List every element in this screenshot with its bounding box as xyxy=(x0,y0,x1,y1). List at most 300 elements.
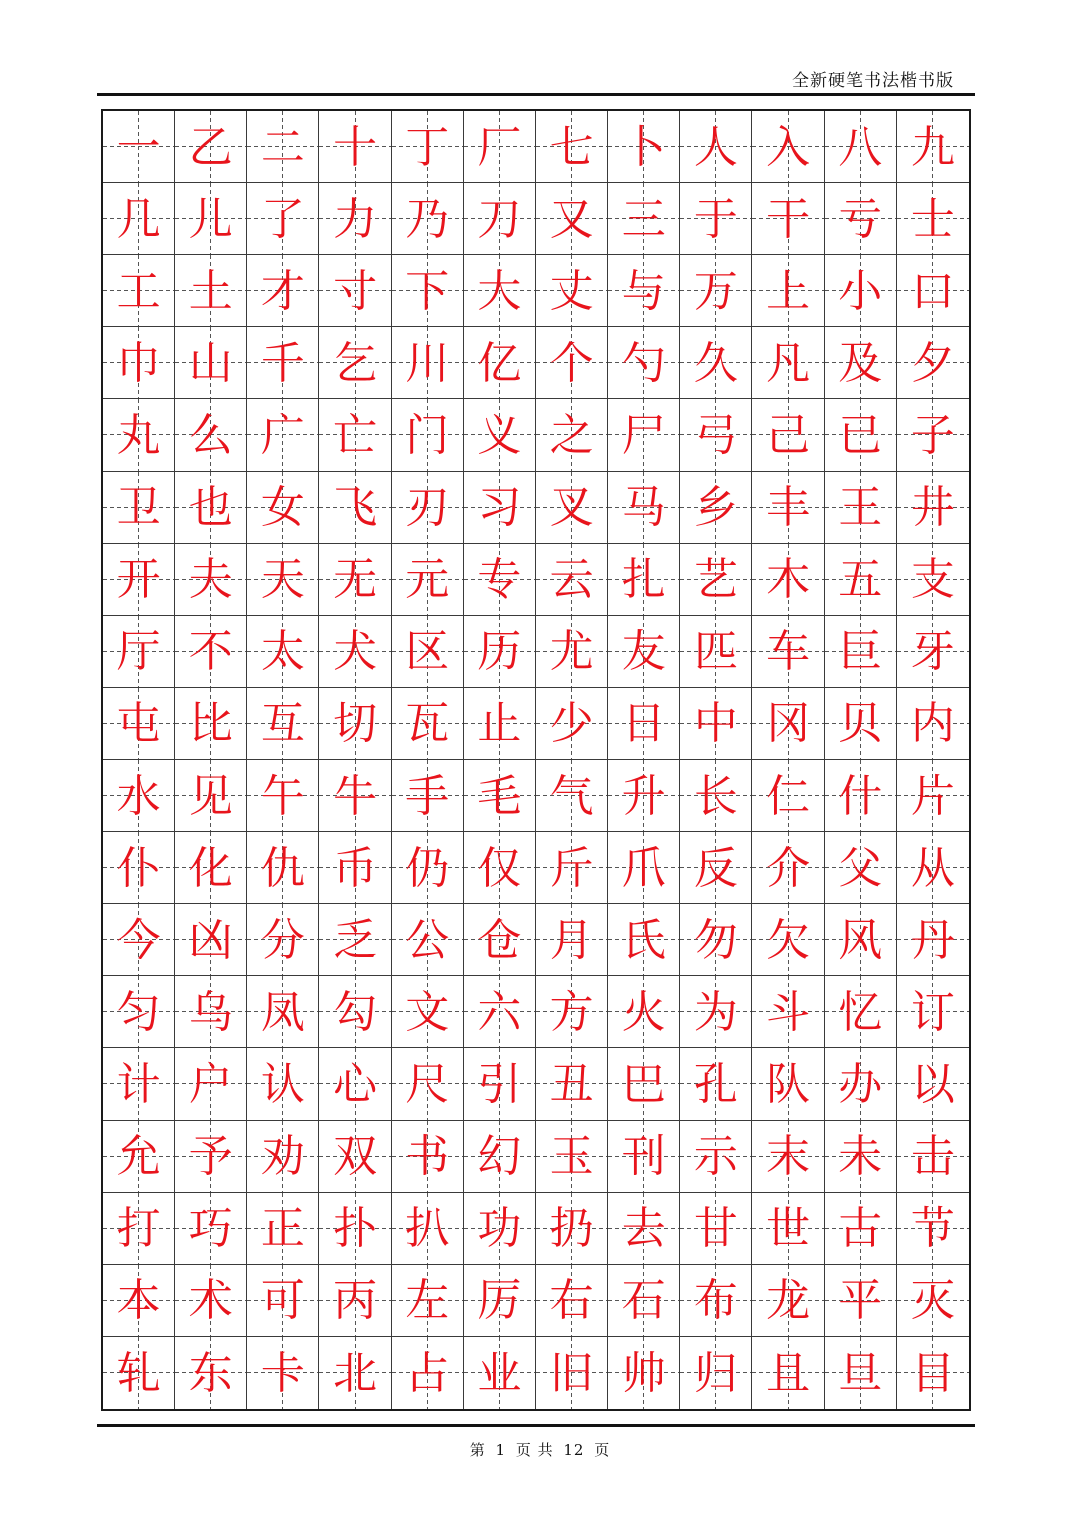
grid-cell xyxy=(392,544,464,616)
practice-character: 内 xyxy=(910,698,955,750)
practice-character: 手 xyxy=(405,770,450,822)
practice-character: 牛 xyxy=(333,770,378,822)
grid-cell xyxy=(608,472,680,544)
practice-character: 凤 xyxy=(260,986,305,1038)
grid-cell xyxy=(319,399,391,471)
practice-character: 化 xyxy=(188,842,233,894)
practice-character: 万 xyxy=(693,265,738,317)
practice-character: 办 xyxy=(838,1058,883,1110)
grid-cell xyxy=(536,111,608,183)
practice-character: 已 xyxy=(838,409,883,461)
footer-suffix: 页 xyxy=(594,1441,611,1459)
grid-cell xyxy=(897,616,969,688)
grid-cell xyxy=(536,688,608,760)
grid-cell xyxy=(680,616,752,688)
grid-cell xyxy=(464,688,536,760)
grid-cell xyxy=(319,1337,391,1409)
practice-character: 扔 xyxy=(549,1203,594,1255)
practice-character: 仅 xyxy=(477,842,522,894)
practice-character: 匀 xyxy=(116,986,161,1038)
practice-character: 牙 xyxy=(910,626,955,678)
grid-cell xyxy=(319,544,391,616)
grid-cell xyxy=(392,1048,464,1120)
practice-character: 才 xyxy=(260,265,305,317)
practice-character: 木 xyxy=(766,554,811,606)
practice-character: 从 xyxy=(910,842,955,894)
grid-cell xyxy=(897,688,969,760)
practice-character: 本 xyxy=(116,1275,161,1327)
grid-cell xyxy=(536,976,608,1048)
practice-character: 丈 xyxy=(549,265,594,317)
practice-character: 与 xyxy=(621,265,666,317)
practice-character: 引 xyxy=(477,1058,522,1110)
grid-cell xyxy=(825,1193,897,1265)
grid-cell xyxy=(464,760,536,832)
practice-character: 七 xyxy=(549,121,594,173)
grid-cell xyxy=(608,616,680,688)
grid-cell xyxy=(175,1193,247,1265)
practice-character: 专 xyxy=(477,554,522,606)
grid-cell xyxy=(752,616,824,688)
grid-cell xyxy=(464,616,536,688)
grid-cell xyxy=(897,1048,969,1120)
grid-cell xyxy=(825,1337,897,1409)
practice-character: 业 xyxy=(477,1347,522,1399)
grid-cell xyxy=(392,183,464,255)
practice-character: 扒 xyxy=(405,1203,450,1255)
practice-character: 一 xyxy=(116,121,161,173)
practice-character: 旧 xyxy=(549,1347,594,1399)
grid-cell xyxy=(103,544,175,616)
grid-cell xyxy=(608,255,680,327)
practice-character: 女 xyxy=(260,482,305,534)
grid-cell xyxy=(319,688,391,760)
practice-character: 轧 xyxy=(116,1347,161,1399)
practice-character: 氏 xyxy=(621,914,666,966)
practice-character: 月 xyxy=(549,914,594,966)
practice-character: 火 xyxy=(621,986,666,1038)
practice-character: 匹 xyxy=(693,626,738,678)
practice-character: 以 xyxy=(910,1058,955,1110)
grid-cell xyxy=(608,183,680,255)
grid-cell xyxy=(752,111,824,183)
practice-character: 孔 xyxy=(693,1058,738,1110)
grid-cell xyxy=(825,688,897,760)
practice-character: 右 xyxy=(549,1275,594,1327)
grid-cell xyxy=(825,832,897,904)
grid-cell xyxy=(897,832,969,904)
practice-character: 目 xyxy=(910,1347,955,1399)
practice-character: 尸 xyxy=(621,409,666,461)
practice-character: 勾 xyxy=(333,986,378,1038)
grid-cell xyxy=(175,183,247,255)
grid-cell xyxy=(897,111,969,183)
practice-character: 儿 xyxy=(188,193,233,245)
grid-cell xyxy=(897,472,969,544)
practice-character: 艺 xyxy=(693,554,738,606)
practice-character: 东 xyxy=(188,1347,233,1399)
grid-cell xyxy=(680,111,752,183)
grid-cell xyxy=(392,255,464,327)
practice-character: 厅 xyxy=(116,626,161,678)
grid-cell xyxy=(536,1337,608,1409)
practice-character: 之 xyxy=(549,409,594,461)
practice-character: 尺 xyxy=(405,1058,450,1110)
grid-cell xyxy=(175,904,247,976)
grid-cell xyxy=(392,327,464,399)
grid-cell xyxy=(464,904,536,976)
grid-cell xyxy=(464,399,536,471)
practice-character: 古 xyxy=(838,1203,883,1255)
grid-cell xyxy=(392,760,464,832)
practice-character: 见 xyxy=(188,770,233,822)
practice-character: 双 xyxy=(333,1131,378,1183)
practice-character: 九 xyxy=(910,121,955,173)
practice-character: 斤 xyxy=(549,842,594,894)
practice-character: 刊 xyxy=(621,1131,666,1183)
grid-cell xyxy=(103,472,175,544)
practice-character: 六 xyxy=(477,986,522,1038)
grid-cell xyxy=(464,111,536,183)
grid-cell xyxy=(752,1193,824,1265)
practice-character: 上 xyxy=(766,265,811,317)
practice-character: 车 xyxy=(766,626,811,678)
practice-character: 爪 xyxy=(621,842,666,894)
grid-cell xyxy=(825,760,897,832)
grid-cell xyxy=(752,472,824,544)
practice-character: 公 xyxy=(405,914,450,966)
grid-cell xyxy=(680,472,752,544)
grid-cell xyxy=(103,183,175,255)
practice-character: 允 xyxy=(116,1131,161,1183)
grid-cell xyxy=(392,688,464,760)
grid-cell xyxy=(103,399,175,471)
grid-cell xyxy=(319,111,391,183)
grid-cell xyxy=(536,832,608,904)
practice-character: 正 xyxy=(260,1203,305,1255)
practice-character: 山 xyxy=(188,337,233,389)
grid-cell xyxy=(392,1337,464,1409)
practice-character: 井 xyxy=(910,482,955,534)
grid-cell xyxy=(247,1265,319,1337)
practice-character: 龙 xyxy=(766,1275,811,1327)
grid-cell xyxy=(897,327,969,399)
practice-character: 方 xyxy=(549,986,594,1038)
grid-cell xyxy=(103,1048,175,1120)
grid-cell xyxy=(247,255,319,327)
grid-cell xyxy=(680,832,752,904)
practice-character: 人 xyxy=(693,121,738,173)
grid-cell xyxy=(103,976,175,1048)
practice-character: 心 xyxy=(333,1058,378,1110)
grid-cell xyxy=(103,904,175,976)
practice-character: 中 xyxy=(693,698,738,750)
practice-character: 了 xyxy=(260,193,305,245)
practice-character: 土 xyxy=(188,265,233,317)
grid-cell xyxy=(752,688,824,760)
grid-cell xyxy=(319,183,391,255)
grid-cell xyxy=(825,327,897,399)
practice-character: 仁 xyxy=(766,770,811,822)
practice-character: 飞 xyxy=(333,482,378,534)
grid-cell xyxy=(825,904,897,976)
grid-cell xyxy=(319,616,391,688)
practice-character: 个 xyxy=(549,337,594,389)
practice-character: 入 xyxy=(766,121,811,173)
grid-cell xyxy=(175,760,247,832)
grid-cell xyxy=(752,399,824,471)
grid-cell xyxy=(897,904,969,976)
practice-character: 么 xyxy=(188,409,233,461)
grid-cell xyxy=(897,183,969,255)
practice-character: 反 xyxy=(693,842,738,894)
grid-cell xyxy=(897,760,969,832)
grid-cell xyxy=(103,111,175,183)
practice-character: 马 xyxy=(621,482,666,534)
practice-character: 长 xyxy=(693,770,738,822)
grid-cell xyxy=(247,1048,319,1120)
grid-cell xyxy=(319,904,391,976)
practice-character: 尤 xyxy=(549,626,594,678)
practice-character: 亡 xyxy=(333,409,378,461)
practice-character: 巨 xyxy=(838,626,883,678)
practice-character: 互 xyxy=(260,698,305,750)
footer-divider xyxy=(97,1424,975,1427)
practice-character: 丸 xyxy=(116,409,161,461)
practice-character: 巾 xyxy=(116,337,161,389)
grid-cell xyxy=(752,1121,824,1193)
grid-cell xyxy=(175,255,247,327)
grid-cell xyxy=(680,904,752,976)
grid-cell xyxy=(680,183,752,255)
grid-cell xyxy=(680,544,752,616)
grid-cell xyxy=(536,327,608,399)
practice-character: 今 xyxy=(116,914,161,966)
grid-cell xyxy=(247,760,319,832)
practice-character: 可 xyxy=(260,1275,305,1327)
practice-character: 义 xyxy=(477,409,522,461)
practice-character: 去 xyxy=(621,1203,666,1255)
grid-cell xyxy=(680,1121,752,1193)
practice-character: 无 xyxy=(333,554,378,606)
grid-cell xyxy=(247,1121,319,1193)
practice-character: 士 xyxy=(910,193,955,245)
practice-character: 支 xyxy=(910,554,955,606)
grid-cell xyxy=(608,904,680,976)
practice-character: 区 xyxy=(405,626,450,678)
calligraphy-grid xyxy=(101,109,971,1411)
practice-character: 丑 xyxy=(549,1058,594,1110)
practice-character: 屯 xyxy=(116,698,161,750)
page-footer xyxy=(0,1439,1080,1460)
practice-character: 升 xyxy=(621,770,666,822)
practice-character: 贝 xyxy=(838,698,883,750)
practice-character: 未 xyxy=(838,1131,883,1183)
practice-character: 功 xyxy=(477,1203,522,1255)
practice-character: 巧 xyxy=(188,1203,233,1255)
grid-cell xyxy=(825,472,897,544)
grid-cell xyxy=(464,1265,536,1337)
practice-character: 切 xyxy=(333,698,378,750)
grid-cell xyxy=(247,327,319,399)
grid-cell xyxy=(319,760,391,832)
grid-cell xyxy=(825,1121,897,1193)
practice-character: 布 xyxy=(693,1275,738,1327)
grid-cell xyxy=(897,1193,969,1265)
grid-cell xyxy=(175,327,247,399)
grid-cell xyxy=(536,616,608,688)
grid-cell xyxy=(825,255,897,327)
practice-character: 父 xyxy=(838,842,883,894)
practice-character: 示 xyxy=(693,1131,738,1183)
grid-cell xyxy=(319,1193,391,1265)
practice-character: 左 xyxy=(405,1275,450,1327)
practice-character: 旦 xyxy=(838,1347,883,1399)
grid-cell xyxy=(608,1337,680,1409)
grid-cell xyxy=(247,1337,319,1409)
practice-character: 气 xyxy=(549,770,594,822)
practice-character: 巴 xyxy=(621,1058,666,1110)
grid-cell xyxy=(464,544,536,616)
grid-cell xyxy=(103,832,175,904)
practice-character: 二 xyxy=(260,121,305,173)
grid-cell xyxy=(464,1193,536,1265)
grid-cell xyxy=(175,544,247,616)
practice-character: 卫 xyxy=(116,482,161,534)
practice-character: 凡 xyxy=(766,337,811,389)
practice-character: 五 xyxy=(838,554,883,606)
grid-cell xyxy=(608,688,680,760)
grid-cell xyxy=(247,616,319,688)
practice-character: 及 xyxy=(838,337,883,389)
grid-cell xyxy=(825,1265,897,1337)
grid-cell xyxy=(536,544,608,616)
grid-cell xyxy=(680,1337,752,1409)
grid-cell xyxy=(392,832,464,904)
grid-cell xyxy=(752,255,824,327)
practice-character: 不 xyxy=(188,626,233,678)
footer-prefix: 第 xyxy=(469,1441,486,1459)
practice-character: 片 xyxy=(910,770,955,822)
practice-character: 太 xyxy=(260,626,305,678)
grid-cell xyxy=(608,832,680,904)
practice-character: 习 xyxy=(477,482,522,534)
practice-character: 亿 xyxy=(477,337,522,389)
grid-cell xyxy=(825,544,897,616)
grid-cell xyxy=(536,255,608,327)
grid-cell xyxy=(319,255,391,327)
grid-cell xyxy=(175,1048,247,1120)
grid-cell xyxy=(103,1121,175,1193)
practice-character: 夫 xyxy=(188,554,233,606)
practice-character: 书 xyxy=(405,1131,450,1183)
practice-character: 王 xyxy=(838,482,883,534)
grid-cell xyxy=(247,399,319,471)
practice-character: 认 xyxy=(260,1058,305,1110)
grid-cell xyxy=(175,976,247,1048)
grid-cell xyxy=(175,1121,247,1193)
practice-character: 子 xyxy=(910,409,955,461)
grid-cell xyxy=(464,1048,536,1120)
practice-character: 仆 xyxy=(116,842,161,894)
grid-cell xyxy=(825,976,897,1048)
practice-character: 比 xyxy=(188,698,233,750)
grid-cell xyxy=(247,832,319,904)
practice-character: 卡 xyxy=(260,1347,305,1399)
grid-cell xyxy=(752,1337,824,1409)
grid-cell xyxy=(103,1265,175,1337)
grid-cell xyxy=(752,183,824,255)
grid-cell xyxy=(752,976,824,1048)
practice-character: 友 xyxy=(621,626,666,678)
grid-cell xyxy=(825,111,897,183)
practice-character: 凶 xyxy=(188,914,233,966)
practice-character: 乙 xyxy=(188,121,233,173)
grid-cell xyxy=(536,1193,608,1265)
practice-character: 瓦 xyxy=(405,698,450,750)
grid-cell xyxy=(247,544,319,616)
practice-character: 扑 xyxy=(333,1203,378,1255)
grid-cell xyxy=(608,976,680,1048)
grid-cell xyxy=(608,327,680,399)
grid-cell xyxy=(608,1048,680,1120)
practice-character: 乏 xyxy=(333,914,378,966)
practice-character: 队 xyxy=(766,1058,811,1110)
grid-cell xyxy=(752,832,824,904)
grid-cell xyxy=(103,255,175,327)
practice-character: 少 xyxy=(549,698,594,750)
practice-character: 又 xyxy=(549,193,594,245)
practice-character: 三 xyxy=(621,193,666,245)
grid-cell xyxy=(175,1337,247,1409)
practice-character: 口 xyxy=(910,265,955,317)
grid-cell xyxy=(175,832,247,904)
grid-cell xyxy=(103,1193,175,1265)
grid-cell xyxy=(319,976,391,1048)
practice-character: 介 xyxy=(766,842,811,894)
grid-cell xyxy=(464,183,536,255)
grid-cell xyxy=(680,399,752,471)
practice-character: 乞 xyxy=(333,337,378,389)
practice-character: 勺 xyxy=(621,337,666,389)
practice-character: 仓 xyxy=(477,914,522,966)
practice-character: 仍 xyxy=(405,842,450,894)
grid-cell xyxy=(175,399,247,471)
grid-cell xyxy=(464,1121,536,1193)
grid-cell xyxy=(247,111,319,183)
grid-cell xyxy=(608,1121,680,1193)
practice-character: 为 xyxy=(693,986,738,1038)
grid-cell xyxy=(175,1265,247,1337)
grid-cell xyxy=(392,1265,464,1337)
practice-character: 于 xyxy=(693,193,738,245)
practice-character: 户 xyxy=(188,1058,233,1110)
grid-cell xyxy=(175,472,247,544)
grid-cell xyxy=(897,544,969,616)
grid-cell xyxy=(680,760,752,832)
practice-character: 犬 xyxy=(333,626,378,678)
practice-character: 久 xyxy=(693,337,738,389)
grid-cell xyxy=(825,399,897,471)
practice-character: 玉 xyxy=(549,1131,594,1183)
grid-cell xyxy=(319,832,391,904)
grid-cell xyxy=(897,255,969,327)
grid-cell xyxy=(247,976,319,1048)
practice-character: 历 xyxy=(477,626,522,678)
grid-cell xyxy=(247,183,319,255)
grid-cell xyxy=(103,1337,175,1409)
grid-cell xyxy=(680,1193,752,1265)
